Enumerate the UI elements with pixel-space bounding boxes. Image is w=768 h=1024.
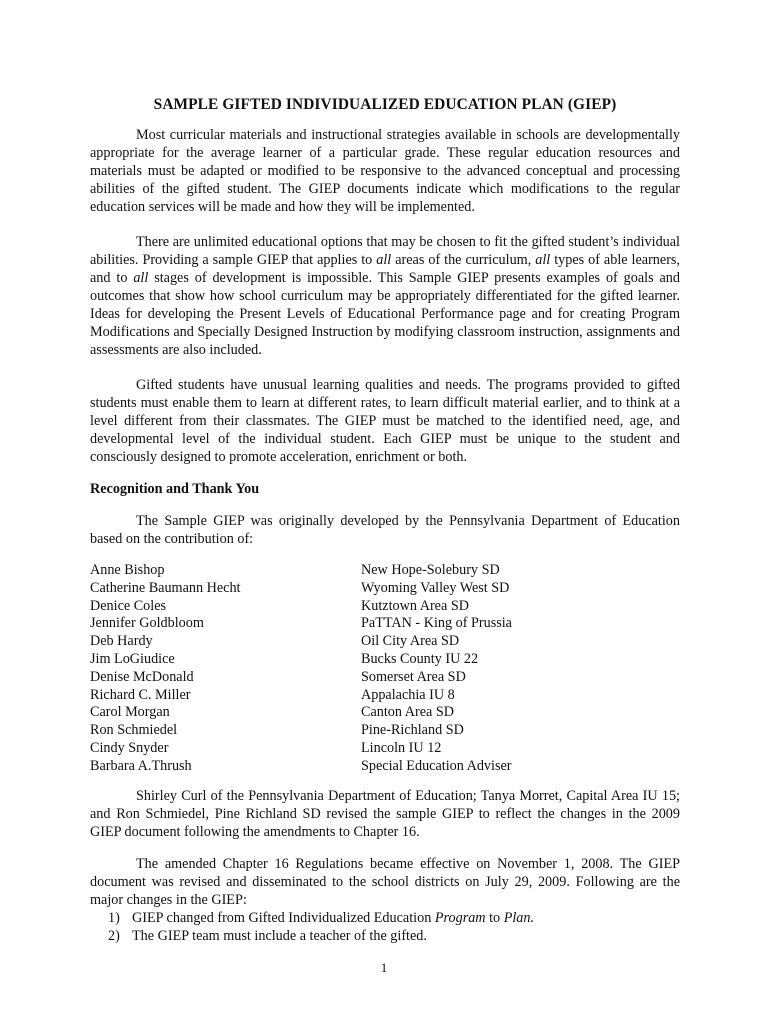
contributor-name: Ron Schmiedel — [90, 722, 178, 739]
list-number: 2) — [108, 927, 120, 944]
emphasis: Program — [434, 909, 486, 926]
contributor-name: Jim LoGiudice — [90, 650, 175, 667]
list-number: 1) — [108, 909, 120, 926]
contributor-organization: Bucks County IU 22 — [361, 650, 479, 667]
contributor-organization: Appalachia IU 8 — [361, 686, 455, 703]
revision-paragraph: Shirley Curl of the Pennsylvania Department of Education; Tanya Morret, Capital Area IU 15; and Ron Schmiedel, Pine Richland SD revised the sample GIEP to reflect the changes in the 2009 GIEP document following the amendments to Chapter 16. — [90, 787, 680, 840]
emphasis: Plan. — [503, 909, 535, 926]
options-paragraph — [90, 233, 680, 359]
contributor-name: Denise McDonald — [90, 668, 194, 685]
contributor-organization: Special Education Adviser — [361, 757, 512, 774]
intro-paragraph: Most curricular materials and instructional strategies available in schools are developmentally appropriate for the average learner of a particular grade. These regular education resources and materials must be adapted or modified to be responsive to the advanced conceptual and processing abilities of the gifted student. The GIEP documents indicate which modifications to the regular education services will be made and how they will be implemented. — [90, 127, 680, 215]
document-body — [90, 96, 680, 945]
page-title: SAMPLE GIFTED INDIVIDUALIZED EDUCATION PLAN (GIEP) — [153, 96, 617, 113]
contributor-name: Jennifer Goldbloom — [90, 615, 204, 632]
list-item — [108, 909, 680, 927]
text-run: types of able learners, and to — [90, 252, 680, 286]
contributor-organization: Wyoming Valley West SD — [361, 579, 510, 596]
text-run: areas of the curriculum, — [391, 252, 536, 268]
page-number: 1 — [380, 960, 388, 975]
contributor-organization: Kutztown Area SD — [361, 597, 469, 614]
contributor-organization: Canton Area SD — [361, 704, 454, 721]
contributor-name: Carol Morgan — [90, 704, 170, 721]
emphasis: all — [376, 252, 392, 268]
text-run: to — [485, 909, 504, 926]
contributor-list — [90, 562, 680, 776]
text-run: The GIEP team must include a teacher of the gifted. — [132, 927, 427, 944]
text-run: stages of development is impossible. This Sample GIEP presents examples of goals and outcomes that show how school curriculum may be appropriately differentiated for the gifted learner. Ideas for developing the Present Levels of Educational Performance page and for creating Program Modifications and Specially Designed Instruction by modifying classroom instruction, assignments and assessments are also included. — [90, 270, 680, 358]
contributor-organization: Oil City Area SD — [361, 633, 460, 650]
text-run: GIEP changed from Gifted Individualized Education — [132, 909, 435, 926]
emphasis: all — [535, 252, 551, 268]
contributor-name: Anne Bishop — [90, 562, 165, 578]
text-run: There are unlimited educational options that may be chosen to fit the gifted student’s individual abilities. Providing a sample GIEP that applies to — [90, 234, 680, 268]
contributor-name: Barbara A.Thrush — [90, 757, 192, 774]
needs-paragraph: Gifted students have unusual learning qualities and needs. The programs provided to gifted students must enable them to learn at different rates, to learn difficult material earlier, and to think at a level different from their classmates. The GIEP must be matched to the identified need, age, and developmental level of the individual student. Each GIEP must be unique to the student and consciously designed to promote acceleration, enrichment or both. — [90, 377, 680, 465]
contributor-organization: Lincoln IU 12 — [361, 739, 442, 756]
contributor-organization: PaTTAN - King of Prussia — [361, 615, 512, 632]
contributor-name: Deb Hardy — [90, 633, 153, 650]
list-item — [108, 927, 680, 945]
contributor-name: Denice Coles — [90, 597, 167, 614]
recognition-heading: Recognition and Thank You — [90, 481, 260, 497]
origin-paragraph: The Sample GIEP was originally developed by the Pennsylvania Department of Education based on the contribution of: — [90, 513, 680, 547]
contributor-name: Catherine Baumann Hecht — [90, 579, 241, 596]
contributor-name: Cindy Snyder — [90, 739, 169, 756]
contributor-name: Richard C. Miller — [90, 686, 191, 703]
changes-list — [90, 909, 680, 945]
contributor-organization: New Hope-Solebury SD — [361, 562, 500, 578]
emphasis: all — [133, 270, 149, 286]
amendment-paragraph: The amended Chapter 16 Regulations became effective on November 1, 2008. The GIEP document was revised and disseminated to the school districts on July 29, 2009. Following are the major changes in the GIEP: — [90, 855, 680, 908]
contributor-organization: Pine-Richland SD — [361, 722, 464, 739]
contributor-organization: Somerset Area SD — [361, 668, 466, 685]
